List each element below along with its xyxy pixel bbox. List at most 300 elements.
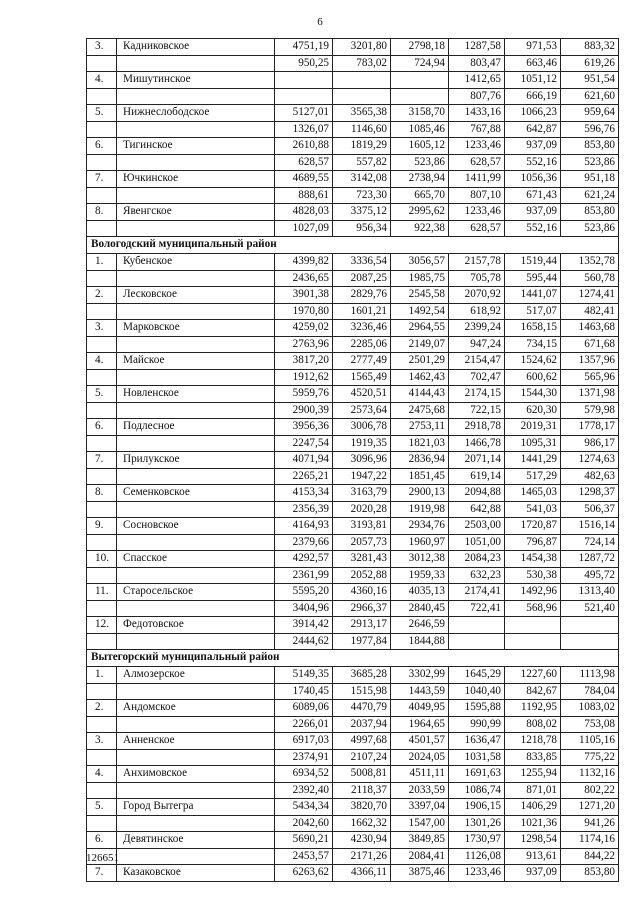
table-row (87, 270, 619, 287)
value-cell: 950,25 (275, 55, 333, 72)
value-cell: 702,47 (449, 369, 505, 386)
value-cell: 2070,92 (449, 287, 505, 304)
value-cell: 1301,26 (449, 815, 505, 832)
value-cell: 666,19 (505, 88, 561, 105)
value-cell: 807,10 (449, 187, 505, 204)
value-cell: 705,78 (449, 270, 505, 287)
value-cell: 2094,88 (449, 485, 505, 502)
value-cell: 523,86 (391, 154, 449, 171)
value-cell: 3056,57 (391, 254, 449, 271)
settlement-name (117, 270, 275, 287)
value-cell: 842,67 (505, 683, 561, 700)
value-cell: 1778,17 (561, 419, 619, 436)
table-row (87, 832, 619, 849)
value-cell: 1174,16 (561, 832, 619, 849)
value-cell: 517,29 (505, 468, 561, 485)
value-cell: 1636,47 (449, 733, 505, 750)
value-cell: 2107,24 (333, 749, 391, 766)
value-cell: 1443,59 (391, 683, 449, 700)
value-cell: 1313,40 (561, 584, 619, 601)
value-cell: 2918,78 (449, 419, 505, 436)
value-cell (333, 72, 391, 89)
value-cell: 2798,18 (391, 39, 449, 56)
value-cell: 937,09 (505, 865, 561, 882)
value-cell: 2285,06 (333, 336, 391, 353)
value-cell: 1691,63 (449, 766, 505, 783)
value-cell: 1516,14 (561, 518, 619, 535)
table-row (87, 353, 619, 370)
value-cell: 621,60 (561, 88, 619, 105)
table-row (87, 386, 619, 403)
settlement-name (117, 402, 275, 419)
table-row (87, 171, 619, 188)
value-cell: 552,16 (505, 154, 561, 171)
value-cell: 628,57 (449, 154, 505, 171)
row-number: 6. (87, 138, 117, 155)
row-number: 2. (87, 287, 117, 304)
table-row (87, 220, 619, 237)
value-cell: 1960,97 (391, 534, 449, 551)
settlement-name: Старосельское (117, 584, 275, 601)
row-number: 7. (87, 865, 117, 882)
value-cell: 1085,46 (391, 121, 449, 138)
value-cell (275, 72, 333, 89)
value-cell: 2171,26 (333, 848, 391, 865)
value-cell: 1271,20 (561, 799, 619, 816)
value-cell: 1066,23 (505, 105, 561, 122)
value-cell: 1105,16 (561, 733, 619, 750)
row-number: 3. (87, 733, 117, 750)
district-header-row (87, 650, 619, 667)
row-number: 8. (87, 204, 117, 221)
table-row (87, 254, 619, 271)
row-number: 4. (87, 353, 117, 370)
value-cell: 3096,96 (333, 452, 391, 469)
value-cell: 2934,76 (391, 518, 449, 535)
value-cell: 1463,68 (561, 320, 619, 337)
value-cell: 482,41 (561, 303, 619, 320)
table-row (87, 287, 619, 304)
value-cell: 671,68 (561, 336, 619, 353)
value-cell: 888,61 (275, 187, 333, 204)
value-cell: 600,62 (505, 369, 561, 386)
value-cell: 2265,21 (275, 468, 333, 485)
settlement-name: Ючкинское (117, 171, 275, 188)
value-cell: 3302,99 (391, 667, 449, 684)
value-cell: 560,78 (561, 270, 619, 287)
settlement-name: Кубенское (117, 254, 275, 271)
value-cell: 3158,70 (391, 105, 449, 122)
district-title: Вытегорский муниципальный район (87, 650, 619, 667)
value-cell: 2836,94 (391, 452, 449, 469)
value-cell: 2610,88 (275, 138, 333, 155)
value-cell: 775,22 (561, 749, 619, 766)
value-cell: 1977,84 (333, 633, 391, 650)
table-row (87, 501, 619, 518)
value-cell: 796,87 (505, 534, 561, 551)
value-cell: 1192,95 (505, 700, 561, 717)
value-cell: 2087,25 (333, 270, 391, 287)
value-cell: 2900,39 (275, 402, 333, 419)
row-number: 5. (87, 105, 117, 122)
value-cell: 619,14 (449, 468, 505, 485)
value-cell: 595,44 (505, 270, 561, 287)
table-row (87, 799, 619, 816)
value-cell: 523,86 (561, 220, 619, 237)
settlement-name: Алмозерское (117, 667, 275, 684)
row-number: 3. (87, 39, 117, 56)
value-cell: 959,64 (561, 105, 619, 122)
value-cell: 2913,17 (333, 617, 391, 634)
row-number (87, 336, 117, 353)
value-cell: 1412,65 (449, 72, 505, 89)
value-cell: 2436,65 (275, 270, 333, 287)
value-cell: 724,14 (561, 534, 619, 551)
value-cell: 6934,52 (275, 766, 333, 783)
value-cell: 495,72 (561, 567, 619, 584)
value-cell: 642,88 (449, 501, 505, 518)
value-cell (333, 88, 391, 105)
value-cell: 3956,36 (275, 419, 333, 436)
value-cell: 1441,29 (505, 452, 561, 469)
value-cell: 767,88 (449, 121, 505, 138)
value-cell: 1565,49 (333, 369, 391, 386)
value-cell: 2374,91 (275, 749, 333, 766)
value-cell: 671,43 (505, 187, 561, 204)
value-cell: 1605,12 (391, 138, 449, 155)
settlement-name: Девятинское (117, 832, 275, 849)
value-cell: 1492,96 (505, 584, 561, 601)
value-cell: 3193,81 (333, 518, 391, 535)
value-cell: 3375,12 (333, 204, 391, 221)
value-cell: 1051,12 (505, 72, 561, 89)
value-cell: 3281,43 (333, 551, 391, 568)
value-cell: 2154,47 (449, 353, 505, 370)
value-cell: 1411,99 (449, 171, 505, 188)
value-cell (505, 633, 561, 650)
row-number: 1. (87, 254, 117, 271)
value-cell: 1515,98 (333, 683, 391, 700)
value-cell: 4035,13 (391, 584, 449, 601)
table-row (87, 782, 619, 799)
settlement-name: Федотовское (117, 617, 275, 634)
settlement-name: Новленское (117, 386, 275, 403)
value-cell: 620,30 (505, 402, 561, 419)
value-cell: 2392,40 (275, 782, 333, 799)
value-cell: 5434,34 (275, 799, 333, 816)
value-cell: 1326,07 (275, 121, 333, 138)
value-cell: 1970,80 (275, 303, 333, 320)
row-number (87, 782, 117, 799)
row-number: 5. (87, 386, 117, 403)
value-cell: 2118,37 (333, 782, 391, 799)
value-cell: 2829,76 (333, 287, 391, 304)
row-number (87, 435, 117, 452)
row-number (87, 402, 117, 419)
value-cell: 951,18 (561, 171, 619, 188)
value-cell: 3565,38 (333, 105, 391, 122)
settlement-name: Казаковское (117, 865, 275, 882)
value-cell: 971,53 (505, 39, 561, 56)
value-cell: 2753,11 (391, 419, 449, 436)
value-cell: 1720,87 (505, 518, 561, 535)
value-cell: 1274,41 (561, 287, 619, 304)
value-cell: 3012,38 (391, 551, 449, 568)
value-cell: 724,94 (391, 55, 449, 72)
value-cell: 4144,43 (391, 386, 449, 403)
settlement-name (117, 121, 275, 138)
value-cell: 722,15 (449, 402, 505, 419)
value-cell: 2084,23 (449, 551, 505, 568)
value-cell (561, 617, 619, 634)
value-cell: 1454,38 (505, 551, 561, 568)
value-cell: 1492,54 (391, 303, 449, 320)
value-cell: 956,34 (333, 220, 391, 237)
settlement-name: Майское (117, 353, 275, 370)
settlement-name: Нижнеслободское (117, 105, 275, 122)
value-cell: 1287,58 (449, 39, 505, 56)
page-number: 6 (317, 16, 323, 28)
value-cell: 784,04 (561, 683, 619, 700)
table-row (87, 39, 619, 56)
settlement-name (117, 600, 275, 617)
value-cell: 2033,59 (391, 782, 449, 799)
table-row (87, 369, 619, 386)
table-row (87, 72, 619, 89)
value-cell: 2037,94 (333, 716, 391, 733)
value-cell: 517,07 (505, 303, 561, 320)
row-number: 6. (87, 419, 117, 436)
value-cell: 2356,39 (275, 501, 333, 518)
value-cell: 1662,32 (333, 815, 391, 832)
value-cell: 2840,45 (391, 600, 449, 617)
value-cell: 6263,62 (275, 865, 333, 882)
value-cell: 4292,57 (275, 551, 333, 568)
value-cell: 2149,07 (391, 336, 449, 353)
value-cell: 4501,57 (391, 733, 449, 750)
value-cell: 1544,30 (505, 386, 561, 403)
table-row (87, 336, 619, 353)
value-cell: 1959,33 (391, 567, 449, 584)
value-cell: 1113,98 (561, 667, 619, 684)
row-number: 3. (87, 320, 117, 337)
settlement-name: Мишутинское (117, 72, 275, 89)
row-number: 9. (87, 518, 117, 535)
value-cell: 883,32 (561, 39, 619, 56)
value-cell: 2545,58 (391, 287, 449, 304)
value-cell: 1519,44 (505, 254, 561, 271)
value-cell: 1233,46 (449, 865, 505, 882)
row-number (87, 187, 117, 204)
settlement-name: Семенковское (117, 485, 275, 502)
row-number (87, 633, 117, 650)
value-cell: 552,16 (505, 220, 561, 237)
value-cell: 663,46 (505, 55, 561, 72)
row-number: 10. (87, 551, 117, 568)
settlement-name: Кадниковское (117, 39, 275, 56)
value-cell: 1287,72 (561, 551, 619, 568)
value-cell: 1095,31 (505, 435, 561, 452)
value-cell: 1547,00 (391, 815, 449, 832)
value-cell: 4153,34 (275, 485, 333, 502)
value-cell: 2777,49 (333, 353, 391, 370)
value-cell: 1040,40 (449, 683, 505, 700)
settlement-name (117, 303, 275, 320)
value-cell: 1919,98 (391, 501, 449, 518)
value-cell: 1819,29 (333, 138, 391, 155)
table-row (87, 749, 619, 766)
value-cell: 2020,28 (333, 501, 391, 518)
value-cell: 1821,03 (391, 435, 449, 452)
value-cell: 4997,68 (333, 733, 391, 750)
value-cell: 2042,60 (275, 815, 333, 832)
value-cell: 853,80 (561, 865, 619, 882)
value-cell: 1027,09 (275, 220, 333, 237)
table-row (87, 633, 619, 650)
settlement-name (117, 220, 275, 237)
value-cell: 1083,02 (561, 700, 619, 717)
settlement-name: Подлесное (117, 419, 275, 436)
value-cell: 844,22 (561, 848, 619, 865)
row-number: 2. (87, 700, 117, 717)
settlement-name (117, 154, 275, 171)
value-cell: 853,80 (561, 138, 619, 155)
row-number: 5. (87, 799, 117, 816)
settlement-name: Сосновское (117, 518, 275, 535)
value-cell: 1658,15 (505, 320, 561, 337)
row-number (87, 121, 117, 138)
settlement-name (117, 187, 275, 204)
value-cell: 2024,05 (391, 749, 449, 766)
row-number (87, 749, 117, 766)
settlement-name: Тигинское (117, 138, 275, 155)
value-cell: 2763,96 (275, 336, 333, 353)
settlement-name: Анненское (117, 733, 275, 750)
table-row (87, 55, 619, 72)
value-cell: 1466,78 (449, 435, 505, 452)
value-cell: 1740,45 (275, 683, 333, 700)
value-cell: 4230,94 (333, 832, 391, 849)
value-cell: 1985,75 (391, 270, 449, 287)
value-cell: 1352,78 (561, 254, 619, 271)
row-number: 7. (87, 452, 117, 469)
table-row (87, 584, 619, 601)
row-number: 12. (87, 617, 117, 634)
value-cell: 1730,97 (449, 832, 505, 849)
row-number (87, 270, 117, 287)
value-cell: 5008,81 (333, 766, 391, 783)
value-cell: 596,76 (561, 121, 619, 138)
value-cell: 803,47 (449, 55, 505, 72)
value-cell: 1086,74 (449, 782, 505, 799)
value-cell: 565,96 (561, 369, 619, 386)
value-cell: 5127,01 (275, 105, 333, 122)
settlement-name (117, 683, 275, 700)
value-cell: 2444,62 (275, 633, 333, 650)
value-cell: 1233,46 (449, 138, 505, 155)
settlement-name (117, 55, 275, 72)
value-cell: 1406,29 (505, 799, 561, 816)
value-cell: 1126,08 (449, 848, 505, 865)
value-cell: 723,30 (333, 187, 391, 204)
value-cell: 871,01 (505, 782, 561, 799)
settlement-name: Марковское (117, 320, 275, 337)
value-cell: 1433,16 (449, 105, 505, 122)
settlement-name (117, 815, 275, 832)
settlement-name (117, 782, 275, 799)
value-cell: 2646,59 (391, 617, 449, 634)
value-cell: 1595,88 (449, 700, 505, 717)
value-cell: 3849,85 (391, 832, 449, 849)
value-cell (505, 617, 561, 634)
value-cell: 4071,94 (275, 452, 333, 469)
settlement-name (117, 716, 275, 733)
value-cell: 4689,55 (275, 171, 333, 188)
value-cell: 521,40 (561, 600, 619, 617)
settlement-name (117, 633, 275, 650)
value-cell: 1462,43 (391, 369, 449, 386)
table-row (87, 733, 619, 750)
table-row (87, 815, 619, 832)
table-row (87, 154, 619, 171)
settlement-name (117, 848, 275, 865)
row-number (87, 55, 117, 72)
value-cell: 2966,37 (333, 600, 391, 617)
value-cell (391, 88, 449, 105)
row-number (87, 815, 117, 832)
value-cell: 783,02 (333, 55, 391, 72)
row-number (87, 369, 117, 386)
value-cell: 937,09 (505, 138, 561, 155)
value-cell: 1645,29 (449, 667, 505, 684)
value-cell: 1964,65 (391, 716, 449, 733)
value-cell: 937,09 (505, 204, 561, 221)
row-number (87, 567, 117, 584)
table-row (87, 865, 619, 882)
settlement-name: Лесковское (117, 287, 275, 304)
table-row (87, 187, 619, 204)
value-cell: 2964,55 (391, 320, 449, 337)
table-row (87, 320, 619, 337)
district-header-row (87, 237, 619, 254)
value-cell (449, 633, 505, 650)
value-cell: 986,17 (561, 435, 619, 452)
value-cell: 3820,70 (333, 799, 391, 816)
value-cell: 1441,07 (505, 287, 561, 304)
value-cell: 1947,22 (333, 468, 391, 485)
row-number (87, 88, 117, 105)
value-cell: 807,76 (449, 88, 505, 105)
settlement-name (117, 534, 275, 551)
table-row (87, 138, 619, 155)
value-cell: 1255,94 (505, 766, 561, 783)
row-number (87, 468, 117, 485)
value-cell (391, 72, 449, 89)
value-cell: 621,24 (561, 187, 619, 204)
table-row (87, 551, 619, 568)
value-cell: 482,63 (561, 468, 619, 485)
table-row (87, 452, 619, 469)
value-cell: 1132,16 (561, 766, 619, 783)
value-cell: 1031,58 (449, 749, 505, 766)
table-row (87, 88, 619, 105)
value-cell: 2019,31 (505, 419, 561, 436)
value-cell: 1524,62 (505, 353, 561, 370)
row-number: 6. (87, 832, 117, 849)
value-cell: 3685,28 (333, 667, 391, 684)
value-cell: 568,96 (505, 600, 561, 617)
row-number: 4. (87, 766, 117, 783)
